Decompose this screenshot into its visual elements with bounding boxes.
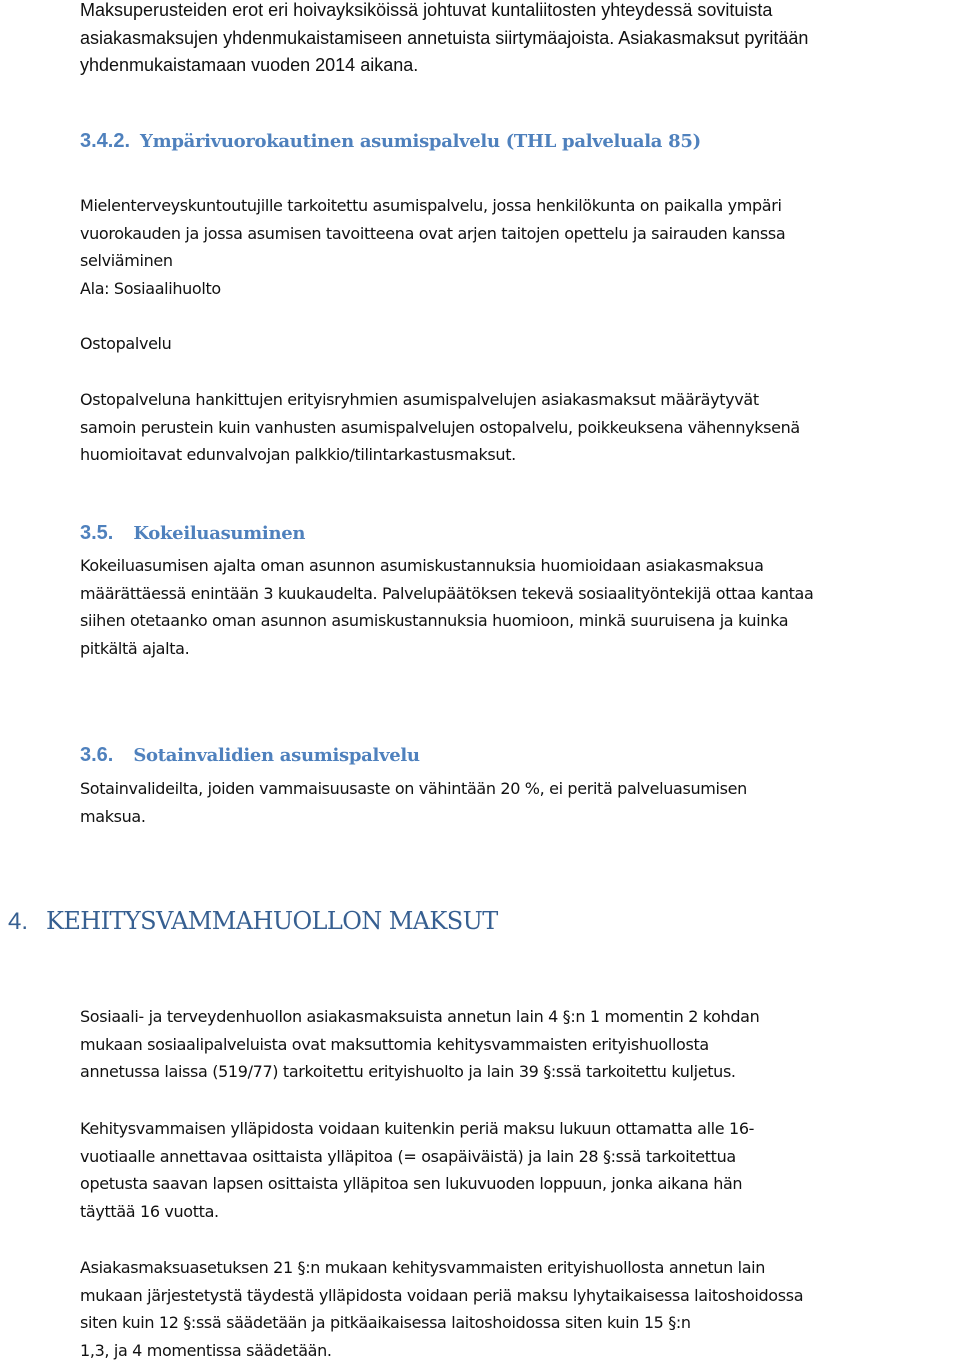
section-number: 3.4.2. <box>80 130 131 152</box>
paragraph-line-3: annetussa laissa (519/77) tarkoitettu erityishuolto ja lain 39 §:ssä tarkoitettu kuljetus. <box>80 1062 736 1081</box>
paragraph-line-3: opetusta saavan lapsen osittaista ylläpitoa sen lukuvuoden loppuun, jonka aikana hän <box>80 1174 743 1193</box>
section-number: 3.6. <box>80 744 114 766</box>
ostopalvelu-line-2: samoin perustein kuin vanhusten asumispalvelujen ostopalvelu, poikkeuksena vähennyksenä <box>80 417 800 437</box>
section-title: Kokeiluasuminen <box>133 523 306 544</box>
chapter-4-paragraph-1 <box>80 1003 960 1086</box>
section-3-5-paragraph <box>80 552 960 662</box>
paragraph-line-2: mukaan sosiaalipalveluista ovat maksuttomia kehitysvammaisten erityishuollosta <box>80 1034 709 1054</box>
ostopalvelu-line-1: Ostopalveluna hankittujen erityisryhmien asumispalvelujen asiakasmaksut määräytyvät <box>80 390 759 409</box>
description-line-1: Mielenterveyskuntoutujille tarkoitettu asumispalvelu, jossa henkilökunta on paikalla ympäri <box>80 196 782 215</box>
section-title-close: ) <box>692 131 702 152</box>
section-number: 3.5. <box>80 522 114 544</box>
chapter-title: KEHITYSVAMMAHUOLLON MAKSUT <box>46 907 498 935</box>
section-3-6-heading <box>80 744 420 767</box>
paragraph-line-2: määrättäessä enintään 3 kuukaudelta. Palvelupäätöksen tekevä sosiaalityöntekijä ottaa kantaa <box>80 583 814 603</box>
paragraph-line-3: siten kuin 12 §:ssä säädetään ja pitkäaikaisessa laitoshoidossa siten kuin 15 §:n <box>80 1313 691 1332</box>
intro-paragraph <box>80 0 960 80</box>
paragraph-line-3: siihen otetaanko oman asunnon asumiskustannuksia huomioon, minkä suuruisena ja kuinka <box>80 611 789 630</box>
ostopalvelu-line-3: huomioitavat edunvalvojan palkkio/tilintarkastusmaksut. <box>80 445 516 464</box>
section-title: Ympärivuorokautinen asumispalvelu (THL palveluala 85 <box>140 131 693 152</box>
paragraph-line-4: 1,3, ja 4 momentissa säädetään. <box>80 1340 332 1360</box>
chapter-number: 4. <box>8 908 29 935</box>
intro-line-3: yhdenmukaistamaan vuoden 2014 aikana. <box>80 55 419 75</box>
paragraph-line-4: pitkältä ajalta. <box>80 638 190 658</box>
chapter-4-paragraph-3 <box>80 1254 960 1364</box>
ostopalvelu-subheading <box>80 330 960 358</box>
paragraph-line-1: Kehitysvammaisen ylläpidosta voidaan kuitenkin periä maksu lukuun ottamatta alle 16- <box>80 1119 755 1138</box>
description-line-4: Ala: Sosiaalihuolto <box>80 278 221 298</box>
paragraph-line-1: Sotainvalideilta, joiden vammaisuusaste on vähintään 20 %, ei peritä palveluasumisen <box>80 779 747 798</box>
paragraph-line-1: Kokeiluasumisen ajalta oman asunnon asumiskustannuksia huomioidaan asiakasmaksua <box>80 556 764 575</box>
section-3-6-paragraph <box>80 775 960 830</box>
section-3-4-2-description <box>80 192 960 302</box>
paragraph-line-1: Asiakasmaksuasetuksen 21 §:n mukaan kehitysvammaisten erityishuollosta annetun lain <box>80 1258 766 1277</box>
intro-line-2: asiakasmaksujen yhdenmukaistamiseen annetuista siirtymäajoista. Asiakasmaksut pyritään <box>80 27 809 48</box>
paragraph-line-1: Sosiaali- ja terveydenhuollon asiakasmaksuista annetun lain 4 §:n 1 momentin 2 kohdan <box>80 1007 760 1026</box>
description-line-2: vuorokauden ja jossa asumisen tavoitteena ovat arjen taitojen opettelu ja sairauden kanssa <box>80 223 786 243</box>
description-line-3: selviäminen <box>80 251 173 270</box>
section-title: Sotainvalidien asumispalvelu <box>133 745 420 766</box>
chapter-4-paragraph-2 <box>80 1115 960 1225</box>
section-3-5-heading <box>80 522 305 545</box>
chapter-4-heading <box>8 907 498 936</box>
ostopalvelu-paragraph <box>80 386 960 469</box>
subheading-text: Ostopalvelu <box>80 334 172 353</box>
paragraph-line-2: maksua. <box>80 806 146 826</box>
intro-line-1: Maksuperusteiden erot eri hoivayksiköissä johtuvat kuntaliitosten yhteydessä sovituista <box>80 0 773 20</box>
paragraph-line-2: vuotiaalle annettavaa osittaista ylläpitoa (= osapäiväistä) ja lain 28 §:ssä tarkoitettua <box>80 1146 736 1166</box>
paragraph-line-4: täyttää 16 vuotta. <box>80 1201 219 1221</box>
paragraph-line-2: mukaan järjestetystä täydestä ylläpidosta voidaan periä maksu lyhytaikaisessa laitoshoidossa <box>80 1285 804 1305</box>
section-3-4-2-heading <box>80 130 701 153</box>
